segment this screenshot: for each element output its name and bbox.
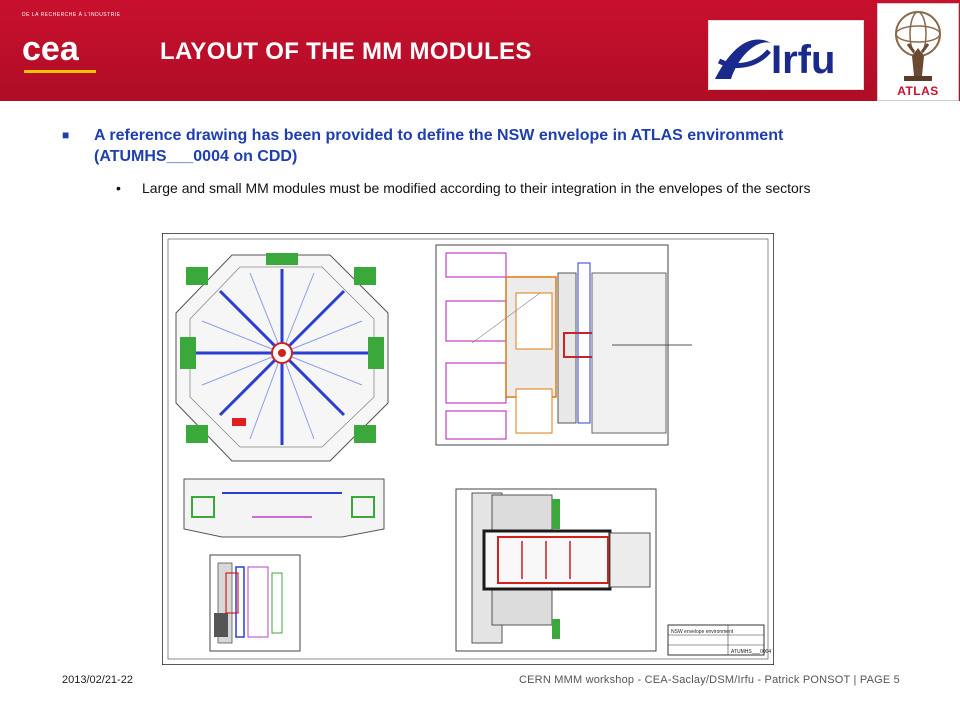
title-block-ref: ATUMHS___0004 <box>731 649 772 655</box>
engineering-drawing <box>162 233 774 665</box>
bullet-sub <box>116 178 816 198</box>
footer-info <box>519 674 900 686</box>
title-block-text: NSW envelope environment <box>671 629 734 635</box>
footer-page: | PAGE 5 <box>853 674 900 686</box>
irfu-swoosh-icon <box>709 21 863 89</box>
footer-event: CERN MMM workshop - CEA-Saclay/DSM/Irfu - Patrick PONSOT <box>519 674 851 686</box>
bullet-main <box>62 125 822 167</box>
cea-tagline: DE LA RECHERCHE À L'INDUSTRIE <box>22 12 121 18</box>
dot-bullet-icon: • <box>116 180 121 196</box>
atlas-figure-icon <box>878 4 958 84</box>
bullet-sub-text: Large and small MM modules must be modified according to their integration in the envelopes of the sectors <box>142 180 811 196</box>
page-title: LAYOUT OF THE MM MODULES <box>160 38 532 65</box>
nsw-wheel-view <box>176 253 388 461</box>
atlas-label: ATLAS <box>897 84 939 98</box>
irfu-logo <box>708 20 864 90</box>
side-section-view <box>184 479 384 537</box>
irfu-logo-text: Irfu <box>771 38 836 82</box>
bullet-main-text: A reference drawing has been provided to define the NSW envelope in ATLAS environment (ATUMHS___0004 on CDD) <box>94 127 784 165</box>
cea-logo-text: cea <box>22 30 79 68</box>
footer-date: 2013/02/21-22 <box>62 674 133 686</box>
square-bullet-icon: ■ <box>62 128 70 142</box>
atlas-logo <box>877 3 959 101</box>
title-block <box>668 625 771 655</box>
header-bar <box>0 0 960 101</box>
cea-logo-icon <box>20 20 100 80</box>
